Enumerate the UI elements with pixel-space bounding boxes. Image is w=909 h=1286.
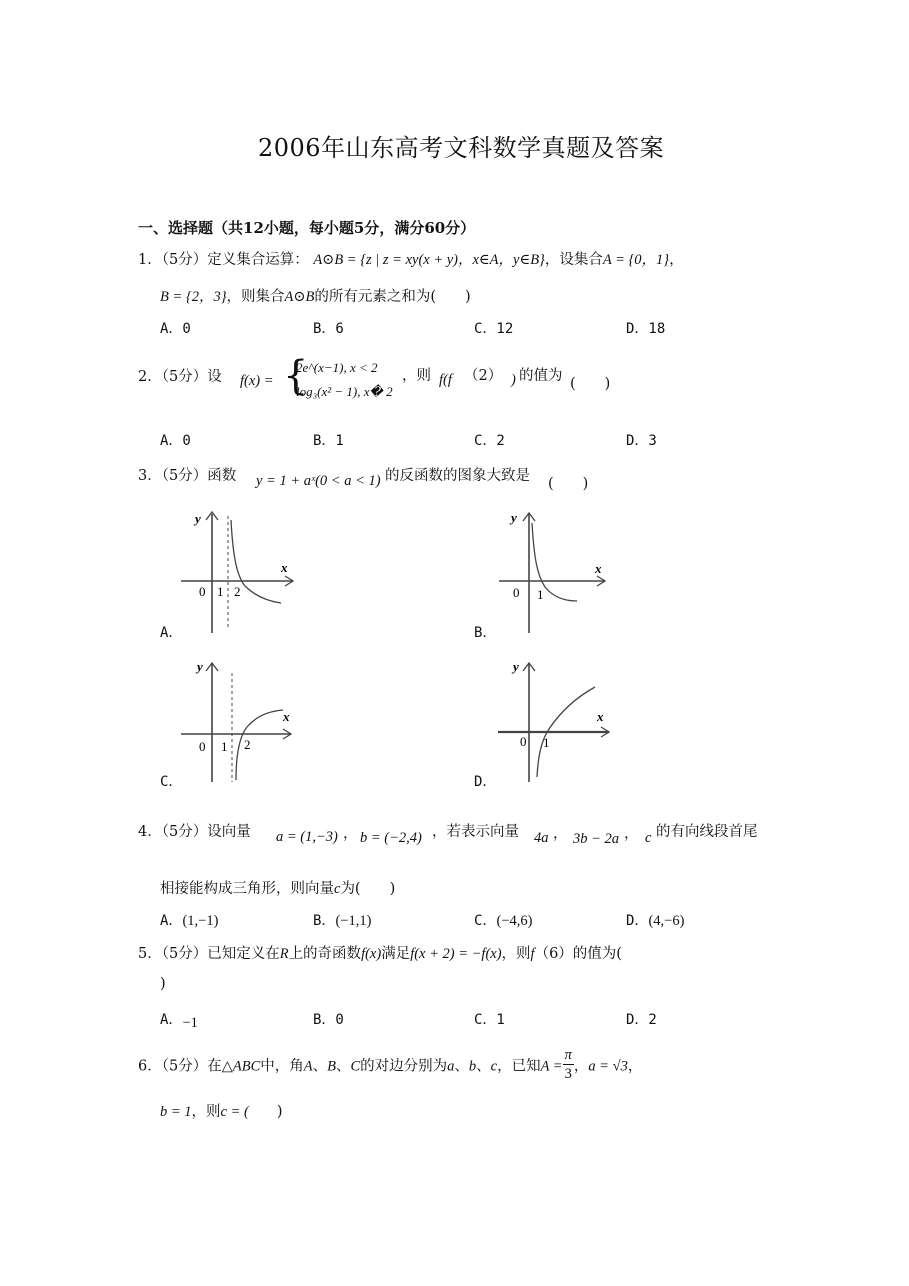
math-expression: b <box>468 1058 477 1075</box>
math-expression: y = 1 + aˣ(0 < a < 1) <box>256 473 381 489</box>
option-a: A． <box>160 625 183 641</box>
answer-paren: ( ) <box>570 376 611 392</box>
graph-a <box>175 508 300 638</box>
option-b: B．6 <box>313 321 344 337</box>
tick-label-1: 1 <box>217 584 224 599</box>
axis-label-x: x <box>281 560 288 575</box>
answer-paren: ) <box>276 1104 283 1120</box>
math-expression: f(x + 2) = −f(x) <box>410 946 502 962</box>
math-expression: c <box>490 1058 498 1075</box>
option-b <box>313 910 371 930</box>
axis-label-x: x <box>283 709 290 724</box>
tick-label-1: 1 <box>543 735 550 750</box>
fraction-numerator: π <box>564 1047 572 1063</box>
tick-label-1: 1 <box>221 739 228 754</box>
separator: 、 <box>454 1058 469 1075</box>
math-expression: ) <box>511 372 516 388</box>
fraction-denominator: 3 <box>564 1065 572 1082</box>
separator: ， <box>627 1058 643 1075</box>
option-a: A．0 <box>160 433 191 449</box>
question-4-prefix: 4．（5分）设向量 <box>138 824 251 840</box>
question-text: ， <box>343 826 358 842</box>
math-expression: B <box>327 1058 336 1075</box>
math-expression: 3b − 2a <box>573 831 620 847</box>
math-expression: c <box>645 830 652 846</box>
question-number: 5．（5分）已知定义在 <box>138 946 280 962</box>
origin-label: 0 <box>513 585 520 600</box>
question-text: 的对边分别为 <box>360 1058 448 1075</box>
axis-label-x: x <box>597 709 604 724</box>
question-text: ， <box>553 826 568 842</box>
question-5-line2: ) <box>160 976 166 992</box>
axis-label-y: y <box>511 510 517 525</box>
math-expression: b = 1 <box>160 1104 192 1120</box>
question-3-prefix: 3．（5分）函数 <box>138 468 237 484</box>
option-d: D．2 <box>626 1012 657 1028</box>
question-text: 为( ) <box>340 881 396 897</box>
option-b: B．1 <box>313 433 344 449</box>
graph-b <box>495 505 610 635</box>
math-expression: △ABC <box>221 1058 261 1075</box>
tick-label-2: 2 <box>244 737 251 752</box>
piecewise-case-2: log₃(x² − 1), x� 2 <box>296 384 393 399</box>
math-expression: c = ( <box>220 1104 249 1120</box>
option-value: (4,−6) <box>648 913 685 929</box>
graph-c <box>175 655 300 785</box>
question-text: ，已知 <box>497 1058 541 1075</box>
axis-label-y: y <box>195 511 201 526</box>
option-c <box>474 910 532 930</box>
math-expression: A = {0，1} <box>602 252 670 268</box>
option-c: C．1 <box>474 1012 505 1028</box>
option-value: (−4,6) <box>496 913 533 929</box>
question-text: ， <box>624 826 639 842</box>
option-a <box>160 910 218 930</box>
math-expression: a = (1,−3) <box>276 829 338 845</box>
option-value: (1,−1) <box>182 913 219 929</box>
math-expression: b = (−2,4) <box>360 830 422 846</box>
math-expression: f(x) = <box>240 373 274 389</box>
section-heading: 一、选择题（共12小题，每小题5分，满分60分） <box>138 219 476 237</box>
option-d: D． <box>474 774 497 790</box>
axis-label-x: x <box>595 561 602 576</box>
origin-label: 0 <box>199 739 206 754</box>
question-text: ，则集合 <box>226 289 285 305</box>
math-expression: a = √3 <box>588 1058 628 1075</box>
math-expression: A = <box>540 1058 563 1075</box>
question-6-line1 <box>138 1047 643 1083</box>
question-2-prefix: 2．（5分）设 <box>138 369 222 385</box>
option-d: D．3 <box>626 433 657 449</box>
question-text: ，则 <box>191 1104 221 1120</box>
option-value: (−1,1) <box>335 913 372 929</box>
math-expression: R <box>279 946 289 962</box>
question-text: ，则 <box>402 368 431 384</box>
math-expression: C <box>350 1058 361 1075</box>
question-number: 6．（5分）在 <box>138 1058 222 1075</box>
piecewise-brace: { <box>283 353 309 399</box>
option-letter: A． <box>160 1012 183 1028</box>
question-5-line1 <box>138 942 622 963</box>
option-c: C． <box>160 774 183 790</box>
math-expression: A⊙B <box>284 289 315 305</box>
piecewise-case-1: 2e^(x−1), x < 2 <box>296 360 378 375</box>
question-text: ，则 <box>501 946 531 962</box>
math-expression: B = {2，3} <box>160 289 227 305</box>
option-a <box>160 1009 198 1029</box>
math-expression: 4a <box>534 830 549 846</box>
option-a: A．0 <box>160 321 191 337</box>
question-1-line1: 1．（5分）定义集合运算： A⊙B = {z | z = xy(x + y)，x∈A，y∈B}，设集合A = {0，1}， <box>138 252 684 268</box>
origin-label: 0 <box>199 584 206 599</box>
page-title: 2006年山东高考文科数学真题及答案 <box>258 134 665 162</box>
tick-label-2: 2 <box>234 584 241 599</box>
question-text: 的反函数的图象大致是 <box>385 468 530 484</box>
fraction <box>563 1048 574 1081</box>
question-text: 中，角 <box>260 1058 304 1075</box>
option-value: −1 <box>182 1015 198 1031</box>
question-text: 满足 <box>381 946 411 962</box>
separator: 、 <box>335 1058 351 1075</box>
question-text: ，若表示向量 <box>432 824 519 840</box>
math-expression: A <box>303 1058 313 1075</box>
question-text: （2） <box>464 368 503 384</box>
option-letter: C． <box>474 913 497 929</box>
option-d <box>626 910 684 930</box>
question-text: 上的奇函数 <box>288 946 362 962</box>
option-letter: A． <box>160 913 183 929</box>
option-letter: D． <box>626 913 649 929</box>
separator: ， <box>573 1058 589 1075</box>
math-expression: a <box>447 1058 455 1075</box>
tick-label-1: 1 <box>537 587 544 602</box>
axis-label-y: y <box>197 659 203 674</box>
question-6-line2 <box>160 1100 283 1121</box>
math-expression: f(x) <box>361 946 382 962</box>
math-expression: c <box>334 881 341 897</box>
math-expression: A⊙B = {z | z = xy(x + y)，x∈A，y∈B} <box>313 252 545 268</box>
axis-label-y: y <box>513 659 519 674</box>
question-text: ，设集合 <box>544 252 603 268</box>
question-text: 相接能构成三角形，则向量 <box>160 881 334 897</box>
option-b: B．0 <box>313 1012 344 1028</box>
separator: 、 <box>476 1058 491 1075</box>
answer-paren: ( ) <box>548 476 589 492</box>
option-c: C．12 <box>474 321 514 337</box>
question-text: （6）的值为( <box>534 946 622 962</box>
option-letter: B． <box>313 913 336 929</box>
question-text: 的所有元素之和为( ) <box>314 289 471 305</box>
option-b: B． <box>474 625 497 641</box>
question-4-line2 <box>160 877 395 898</box>
question-1-line2 <box>160 285 471 306</box>
separator: 、 <box>312 1058 328 1075</box>
option-c: C．2 <box>474 433 505 449</box>
question-text: 定义集合运算： <box>207 252 309 268</box>
math-expression: f <box>530 946 535 962</box>
origin-label: 0 <box>520 734 527 749</box>
math-expression: f(f <box>439 372 452 388</box>
option-d: D．18 <box>626 321 666 337</box>
question-text: 的值为 <box>519 368 563 384</box>
question-text: 的有向线段首尾 <box>656 824 758 840</box>
graph-d <box>495 655 615 785</box>
question-number: 1．（5分） <box>138 252 208 268</box>
